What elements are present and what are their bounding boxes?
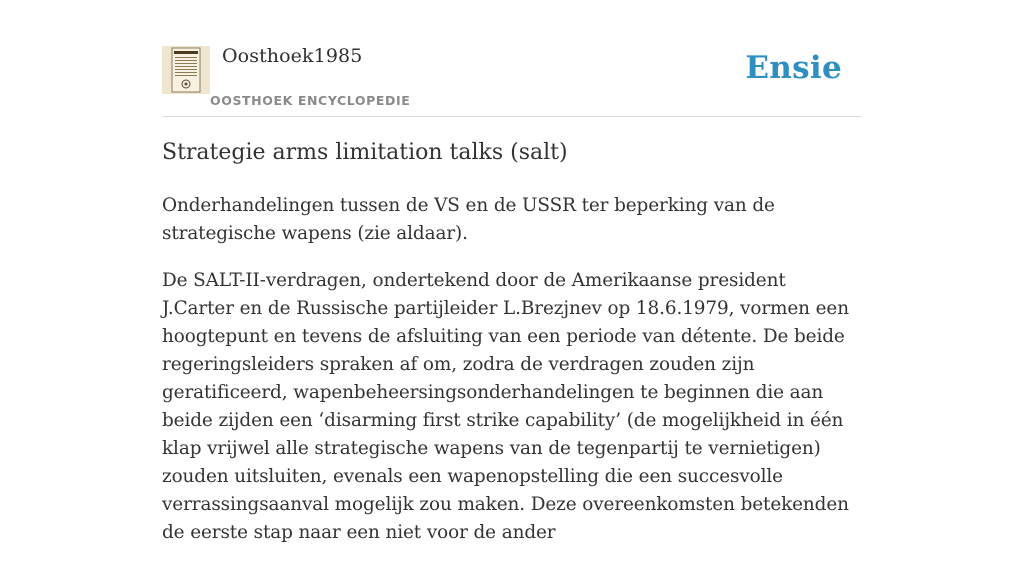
avatar[interactable] [162,46,210,94]
paragraph: Onderhandelingen tussen de VS en de USSR ter beperking van de strategische wapens (zie aldaar). [162,195,775,244]
article-body [162,192,862,566]
paragraph: De SALT-II-verdragen, ondertekend door de Amerikaanse president J.Carter en de Russische partijleider L.Brezjnev op 18.6.1979, vormen een hoogtepunt en tevens de afsluiting van een periode van détente. De beide regeringsleiders spraken af om, zodra de verdragen zouden zijn geratificeerd, wapenbeheersingsonderhandelingen te beginnen die aan beide zijden een ‘disarming first strike capability’ (de mogelijkheid in één klap vrijwel alle strategische wapens van de tegenpartij te vernietigen) zouden uitsluiten, evenals een wapenopstelling die een succesvolle verrassingsaanval mogelijk zou maken. Deze overeenkomsten betekenden de eerste stap naar een niet voor de ander [162,270,849,543]
book-cover-icon [162,46,210,94]
page-title: Strategie arms limitation talks (salt) [162,140,568,165]
article-header [162,0,862,117]
site-logo[interactable]: Ensie [745,50,842,86]
source-label[interactable]: OOSTHOEK ENCYCLOPEDIE [210,93,411,108]
author-name[interactable]: Oosthoek1985 [222,45,363,67]
article-page [162,0,862,543]
